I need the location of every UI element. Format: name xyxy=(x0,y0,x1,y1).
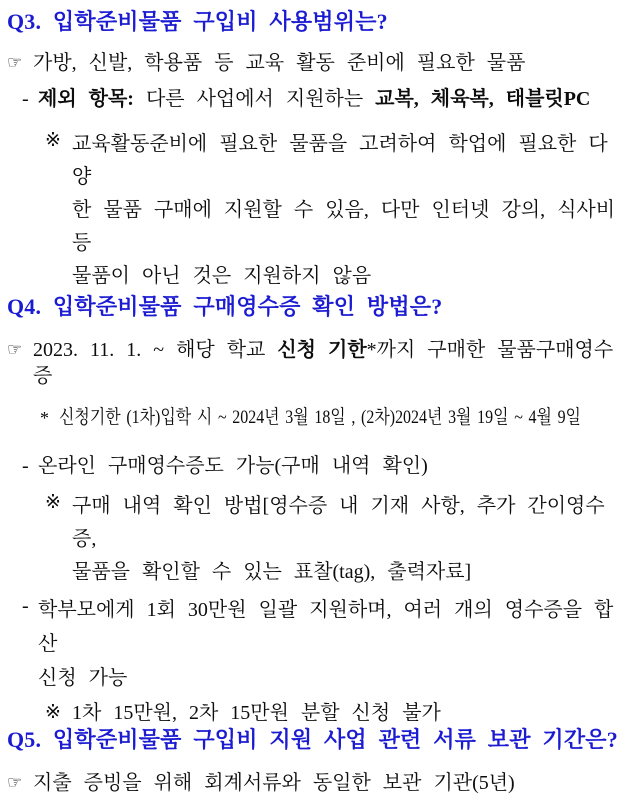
deadline-detail-text: 신청기한 (1차)입학 시 ~ 2024년 3월 18일 , (2차)2024년 3월 19일 ~ 4월 9일 xyxy=(59,407,581,428)
pointer-hand-icon: ☞ xyxy=(7,340,23,359)
lump-text-line: 학부모에게 1회 30만원 일괄 지원하며, 여러 개의 영수증을 합산 xyxy=(38,599,614,655)
lump-sum-line xyxy=(22,593,623,695)
lump-text-line: 신청 가능 xyxy=(38,667,128,689)
excluded-items-text xyxy=(38,86,623,112)
online-receipt-line xyxy=(22,453,623,479)
dash-bullet: - xyxy=(22,595,29,617)
note-text-line: 구매 내역 확인 방법[영수증 내 기재 사항, 추가 간이영수증, xyxy=(72,495,605,550)
period-post-text: *까지 구매한 물품구매영수증 xyxy=(33,339,614,387)
note-text-line: 물품을 확인할 수 있는 표찰(tag), 출력자료] xyxy=(72,561,472,583)
question-heading-q5: Q5. 입학준비물품 구입비 지원 사업 관련 서류 보관 기간은? xyxy=(7,727,618,752)
receipt-period-text xyxy=(33,337,623,389)
pointer-hand-icon: ☞ xyxy=(7,53,23,72)
reference-mark-icon: ※ xyxy=(45,130,61,151)
deadline-detail-line xyxy=(40,405,623,431)
note-text-line: 한 물품 구매에 지원할 수 있음, 다만 인터넷 강의, 식사비 등 xyxy=(72,199,616,254)
asterisk-marker: * xyxy=(40,408,49,428)
excluded-label: 제외 항목: xyxy=(38,88,134,110)
pointer-hand-icon: ☞ xyxy=(7,773,23,792)
usage-note-text xyxy=(72,128,623,293)
dash-bullet: - xyxy=(22,455,29,477)
answer-text: 가방, 신발, 학용품 등 교육 활동 준비에 필요한 물품 xyxy=(33,52,526,74)
receipt-period-line xyxy=(7,337,623,389)
excluded-items-line xyxy=(22,86,623,112)
deadline-bold-label: 신청 기한 xyxy=(277,339,367,361)
note-text-line: 물품이 아닌 것은 지원하지 않음 xyxy=(72,265,372,287)
question-heading-q3: Q3. 입학준비물품 구입비 사용범위는? xyxy=(7,9,388,34)
question-heading-q4: Q4. 입학준비물품 구매영수증 확인 방법은? xyxy=(7,294,443,319)
lump-sum-text xyxy=(38,593,623,695)
faq-section-q5 xyxy=(7,726,623,796)
retention-answer-line xyxy=(7,770,623,796)
split-note-line xyxy=(45,700,623,726)
check-method-note-line xyxy=(45,490,623,589)
faq-section-q3 xyxy=(7,8,623,293)
online-receipt-text: 온라인 구매영수증도 가능(구매 내역 확인) xyxy=(38,455,428,477)
reference-mark-icon: ※ xyxy=(45,492,61,513)
period-pre-text: 2023. 11. 1. ~ 해당 학교 xyxy=(33,339,278,361)
split-note-text: 1차 15만원, 2차 15만원 분할 신청 불가 xyxy=(72,702,441,724)
answer-line xyxy=(7,50,623,76)
usage-note-line xyxy=(45,128,623,293)
retention-answer-text: 지출 증빙을 위해 회계서류와 동일한 보관 기관(5년) xyxy=(33,772,515,794)
excluded-mid-text: 다른 사업에서 지원하는 xyxy=(133,88,376,110)
reference-mark-icon: ※ xyxy=(45,702,61,723)
check-method-text xyxy=(72,490,623,589)
excluded-bold-items: 교복, 체육복, 태블릿PC xyxy=(375,88,591,110)
faq-section-q4 xyxy=(7,293,623,726)
note-text-line: 교육활동준비에 필요한 물품을 고려하여 학업에 필요한 다양 xyxy=(72,133,608,188)
dash-bullet: - xyxy=(22,88,29,110)
